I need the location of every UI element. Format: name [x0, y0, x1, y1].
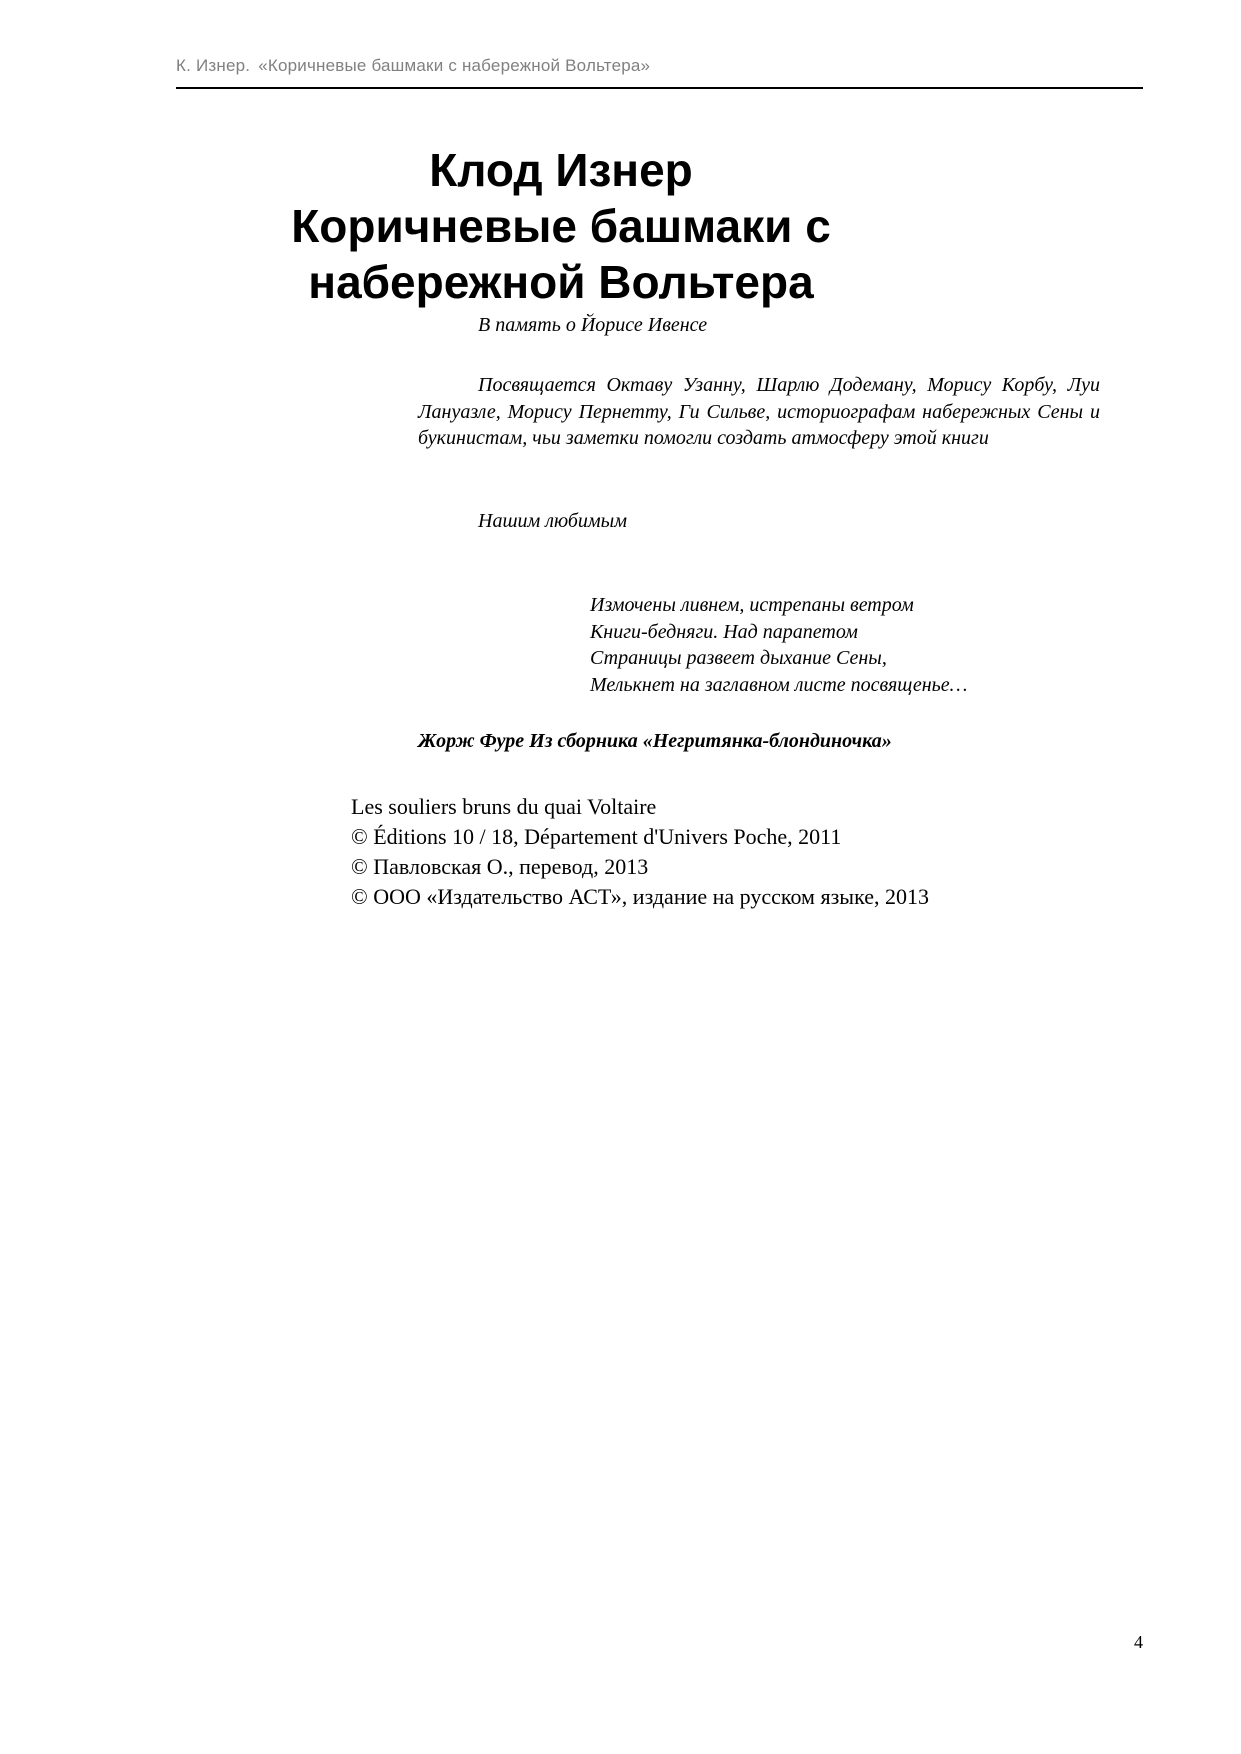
poem-line: Книги-бедняги. Над парапетом	[590, 620, 858, 643]
dedication-memory: В память о Йорисе Ивенсе	[478, 314, 708, 336]
poem-attribution: Жорж Фуре Из сборника «Негритянка-блондиночка»	[418, 730, 892, 752]
dedication-loved-ones: Нашим любимым	[478, 510, 627, 532]
title-author: Клод Изнер	[429, 144, 693, 196]
copyright-line: © Павловская О., перевод, 2013	[351, 854, 649, 879]
running-header-author: К. Изнер.	[176, 56, 251, 75]
copyright-line: © ООО «Издательство АСТ», издание на русском языке, 2013	[351, 884, 929, 909]
title-line-1: Коричневые башмаки с	[291, 200, 831, 252]
poem-line: Страницы развеет дыхание Сены,	[590, 647, 887, 669]
page-title	[0, 142, 1122, 310]
page-number: 4	[1134, 1632, 1143, 1652]
poem-line: Мелькнет на заглавном листе посвященье…	[590, 673, 968, 696]
running-header-book-title: «Коричневые башмаки с набережной Вольтера»	[258, 56, 651, 75]
epigraph-poem	[590, 592, 967, 698]
header-divider	[176, 87, 1143, 89]
dedication-paragraph: Посвящается Октаву Узанну, Шарлю Додеману, Морису Корбу, Луи Лануазле, Морису Пернетту, Ги Сильве, историографам набережных Сены и букинистам, чьи заметки помогли создать атмосферу этой книги	[418, 374, 1100, 449]
title-line-2: набережной Вольтера	[308, 256, 814, 308]
poem-line: Измочены ливнем, истрепаны ветром	[590, 594, 914, 616]
copyright-block	[351, 792, 929, 912]
original-title: Les souliers bruns du quai Voltaire	[351, 794, 657, 819]
copyright-line: © Éditions 10 / 18, Département d'Univers Poche, 2011	[351, 824, 842, 849]
running-header	[176, 56, 650, 76]
